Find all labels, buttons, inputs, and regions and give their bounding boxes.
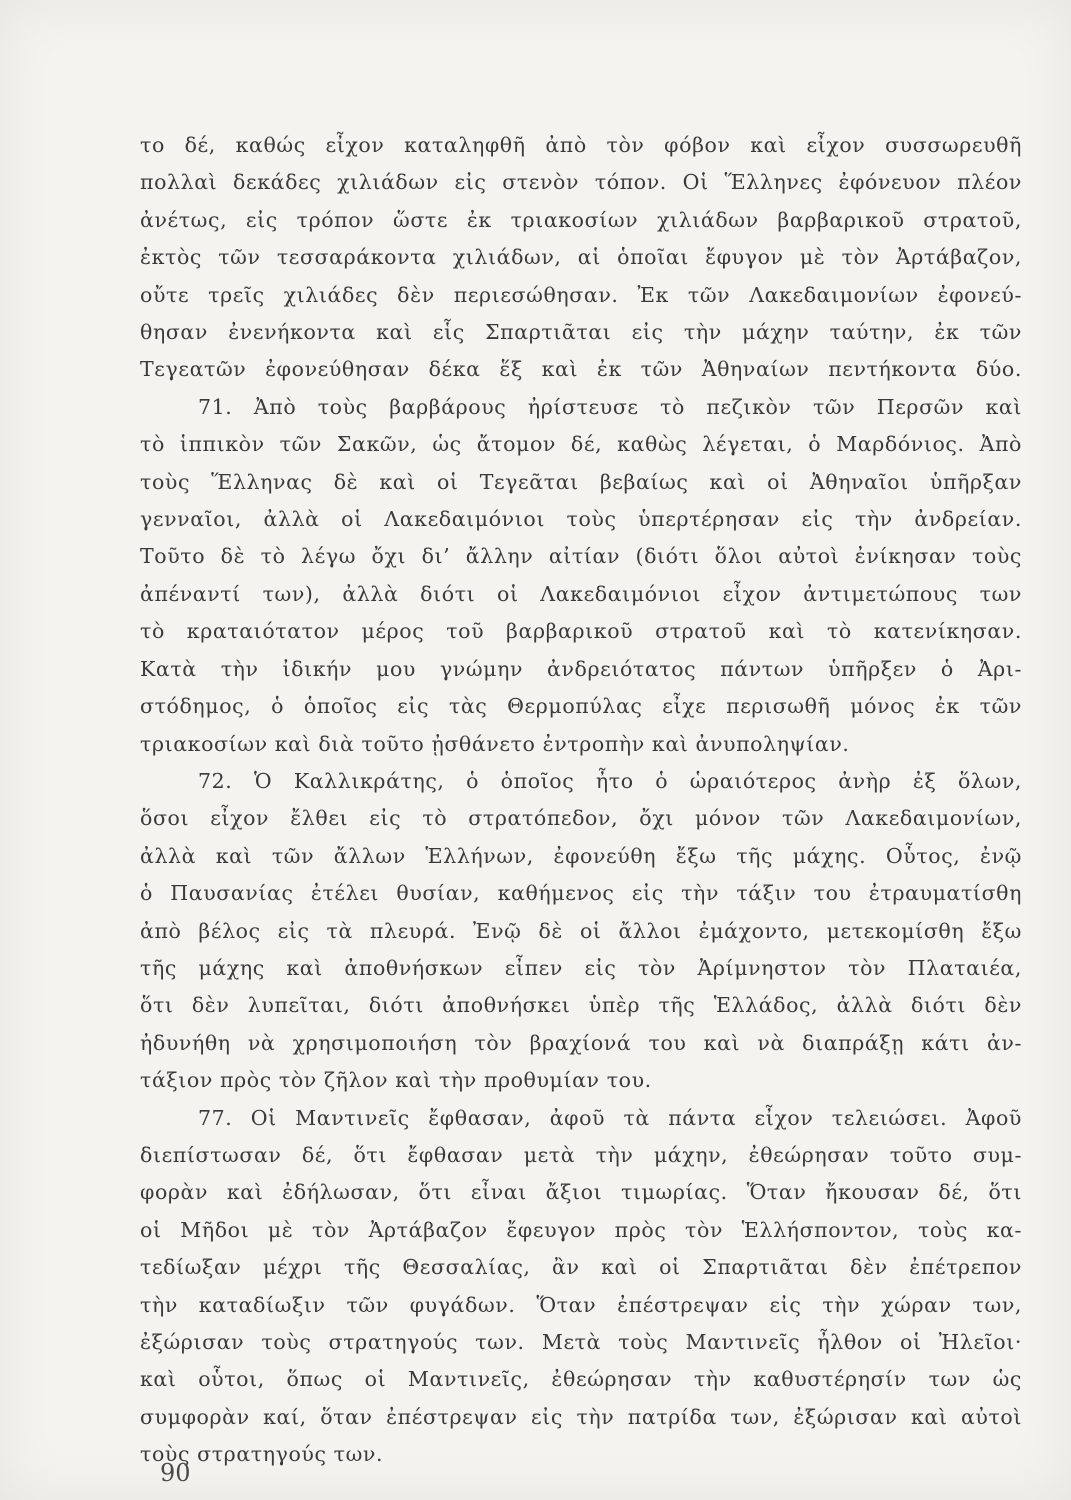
text-line: 71. Ἀπὸ τοὺς βαρβάρους ἠρίστευσε τὸ πεζικὸν τῶν Περσῶν καὶ xyxy=(198,394,1022,419)
text-line: τεδίωξαν μέχρι τῆς Θεσσαλίας, ἂν καὶ οἱ Σπαρτιᾶται δὲν ἐπέτρεπον xyxy=(140,1255,1022,1280)
text-line: ἐκτὸς τῶν τεσσαράκοντα χιλιάδων, αἱ ὁποῖαι ἔφυγον μὲ τὸν Ἀρτάβαζον, xyxy=(140,245,1022,270)
text-line: ἠδυνήθη νὰ χρησιμοποιήση τὸν βραχίονά του καὶ νὰ διαπράξῃ κάτι ἀν- xyxy=(140,1030,1022,1055)
text-line: τὴν καταδίωξιν τῶν φυγάδων. Ὅταν ἐπέστρεψαν εἰς τὴν χώραν των, xyxy=(140,1292,1022,1317)
text-line: οἱ Μῆδοι μὲ τὸν Ἀρτάβαζον ἔφευγον πρὸς τὸν Ἑλλήσποντον, τοὺς κα- xyxy=(140,1217,1022,1242)
text-line: ἀνέτως, εἰς τρόπον ὥστε ἐκ τριακοσίων χιλιάδων βαρβαρικοῦ στρατοῦ, xyxy=(140,207,1022,232)
text-line: ἀπὸ βέλος εἰς τὰ πλευρά. Ἐνῷ δὲ οἱ ἄλλοι ἐμάχοντο, μετεκομίσθη ἔξω xyxy=(140,918,1022,943)
page-number: 90 xyxy=(160,1459,191,1487)
body-text xyxy=(140,127,1022,1474)
text-line: τοὺς Ἕλληνας δὲ καὶ οἱ Τεγεᾶται βεβαίως καὶ οἱ Ἀθηναῖοι ὑπῆρξαν xyxy=(140,469,1022,494)
text-line: το δέ, καθώς εἶχον καταληφθῆ ἀπὸ τὸν φόβον καὶ εἶχον συσσωρευθῆ xyxy=(140,133,1022,157)
text-line: τριακοσίων καὶ διὰ τοῦτο ᾐσθάνετο ἐντροπὴν καὶ ἀνυποληψίαν. xyxy=(140,731,850,756)
text-line: τὸ ἱππικὸν τῶν Σακῶν, ὡς ἄτομον δέ, καθὼς λέγεται, ὁ Μαρδόνιος. Ἀπὸ xyxy=(140,432,1022,457)
text-line: συμφορὰν καί, ὅταν ἐπέστρεψαν εἰς τὴν πατρίδα των, ἐξώρισαν καὶ αὐτοὶ xyxy=(140,1404,1022,1429)
text-line: Τεγεατῶν ἐφονεύθησαν δέκα ἕξ καὶ ἐκ τῶν Ἀθηναίων πεντήκοντα δύο. xyxy=(140,357,1022,382)
text-line: ἀπέναντί των), ἀλλὰ διότι οἱ Λακεδαιμόνιοι εἶχον ἀντιμετώπους των xyxy=(140,581,1022,606)
text-line: τάξιον πρὸς τὸν ζῆλον καὶ τὴν προθυμίαν του. xyxy=(140,1068,652,1093)
text-line: καὶ οὗτοι, ὅπως οἱ Μαντινεῖς, ἐθεώρησαν τὴν καθυστέρησίν των ὡς xyxy=(140,1367,1022,1392)
text-line: Κατὰ τὴν ἰδικήν μου γνώμην ἀνδρειότατος πάντων ὑπῆρξεν ὁ Ἀρι- xyxy=(140,656,1022,681)
text-line: φορὰν καὶ ἐδήλωσαν, ὅτι εἶναι ἄξιοι τιμωρίας. Ὅταν ἤκουσαν δέ, ὅτι xyxy=(140,1180,1022,1205)
text-line: ἐξώρισαν τοὺς στρατηγούς των. Μετὰ τοὺς Μαντινεῖς ἦλθον οἱ Ἠλεῖοι· xyxy=(140,1330,1022,1354)
text-line: στόδημος, ὁ ὁποῖος εἰς τὰς Θερμοπύλας εἶχε περισωθῆ μόνος ἐκ τῶν xyxy=(140,694,1022,719)
text-line: ἀλλὰ καὶ τῶν ἄλλων Ἑλλήνων, ἐφονεύθη ἔξω τῆς μάχης. Οὗτος, ἐνῷ xyxy=(140,843,1022,868)
text-line: ὅτι δὲν λυπεῖται, διότι ἀποθνήσκει ὑπὲρ τῆς Ἑλλάδος, ἀλλὰ διότι δὲν xyxy=(140,993,1022,1018)
text-line: τὸ κραταιότατον μέρος τοῦ βαρβαρικοῦ στρατοῦ καὶ τὸ κατενίκησαν. xyxy=(140,619,1022,644)
text-line: γενναῖοι, ἀλλὰ οἱ Λακεδαιμόνιοι τοὺς ὑπερτέρησαν εἰς τὴν ἀνδρείαν. xyxy=(140,507,1022,532)
text-line: θησαν ἐνενήκοντα καὶ εἷς Σπαρτιᾶται εἰς τὴν μάχην ταύτην, ἐκ τῶν xyxy=(140,320,1022,345)
text-line: ὅσοι εἶχον ἔλθει εἰς τὸ στρατόπεδον, ὄχι μόνον τῶν Λακεδαιμονίων, xyxy=(140,806,1022,831)
text-line: τῆς μάχης καὶ ἀποθνήσκων εἶπεν εἰς τὸν Ἀρίμνηστον τὸν Πλαταιέα, xyxy=(140,955,1022,980)
text-line: διεπίστωσαν δέ, ὅτι ἔφθασαν μετὰ τὴν μάχην, ἐθεώρησαν τοῦτο συμ- xyxy=(140,1142,1022,1167)
text-line: οὔτε τρεῖς χιλιάδες δὲν περιεσώθησαν. Ἐκ τῶν Λακεδαιμονίων ἐφονεύ- xyxy=(140,282,1022,307)
text-line: Τοῦτο δὲ τὸ λέγω ὄχι δι’ ἄλλην αἰτίαν (διότι ὅλοι αὐτοὶ ἐνίκησαν τοὺς xyxy=(140,544,1022,569)
text-line: 77. Οἱ Μαντινεῖς ἔφθασαν, ἀφοῦ τὰ πάντα εἶχον τελειώσει. Ἀφοῦ xyxy=(198,1105,1022,1130)
text-line: ὁ Παυσανίας ἐτέλει θυσίαν, καθήμενος εἰς τὴν τάξιν του ἐτραυματίσθη xyxy=(140,881,1022,906)
text-line: 72. Ὁ Καλλικράτης, ὁ ὁποῖος ἦτο ὁ ὡραιότερος ἀνὴρ ἐξ ὅλων, xyxy=(198,768,1022,793)
text-line: πολλαὶ δεκάδες χιλιάδων εἰς στενὸν τόπον. Οἱ Ἕλληνες ἐφόνευον πλέον xyxy=(140,170,1022,195)
text-line: τοὺς στρατηγούς των. xyxy=(140,1442,384,1467)
